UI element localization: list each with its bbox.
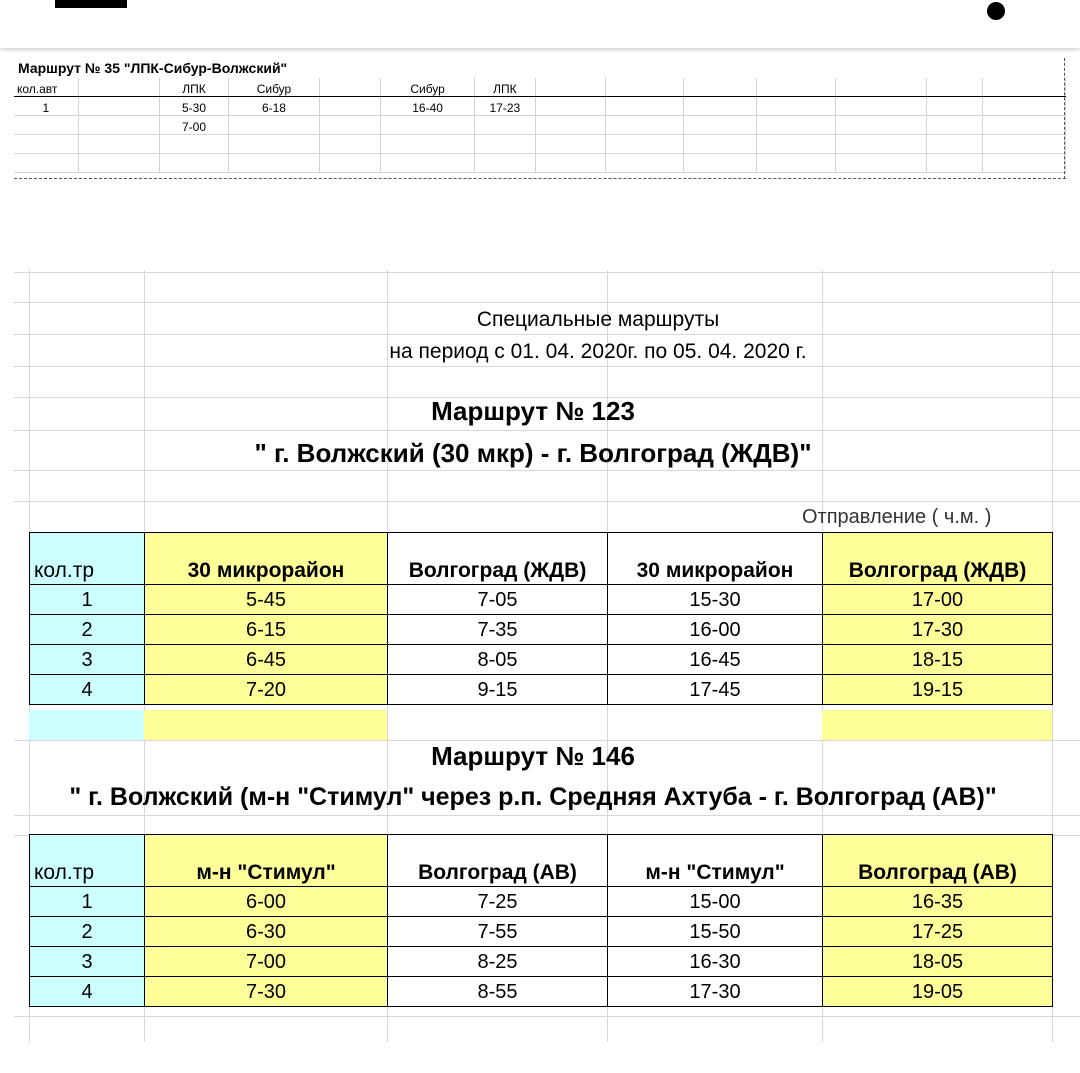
route-35-cell [535, 116, 605, 135]
route-35-cell: 16-40 [381, 97, 475, 116]
route123-cell: 5-45 [145, 585, 388, 615]
route-35-header-cell [319, 78, 380, 97]
route-123-title: Маршрут № 123 [431, 396, 635, 426]
camera-dot [987, 2, 1005, 20]
route-35-cell [683, 154, 756, 173]
route-35-row [14, 97, 1066, 116]
route146-cell: 7-25 [388, 887, 608, 917]
route123-header-cell: 30 микрорайон [608, 533, 823, 585]
route-35-cell [982, 97, 1065, 116]
route-35-cell [78, 154, 159, 173]
departure-note: Отправление ( ч.м. ) [802, 506, 992, 528]
route-35-cell [78, 97, 159, 116]
route-35-cell: 6-18 [229, 97, 320, 116]
route146-cell: 1 [30, 887, 145, 917]
route123-cell: 4 [30, 675, 145, 705]
route-123-table [29, 532, 1053, 705]
route-35-header-cell [683, 78, 756, 97]
route-35-cell [535, 135, 605, 154]
route-35-cell [926, 154, 982, 173]
route146-table-row [30, 947, 1053, 977]
route-35-row [14, 135, 1066, 154]
route146-header-cell: м-н "Стимул" [145, 835, 388, 887]
route-146-table [29, 834, 1053, 1007]
route-35-cell [535, 97, 605, 116]
route-35-cell [683, 97, 756, 116]
route146-cell: 7-00 [145, 947, 388, 977]
route-35-cell: 5-30 [160, 97, 229, 116]
route146-header-cell: кол.тр [30, 835, 145, 887]
route-35-cell [982, 116, 1065, 135]
route-35-cell [926, 135, 982, 154]
route-35-cell [229, 116, 320, 135]
route123-header-row [30, 533, 1053, 585]
route-35-header-cell [78, 78, 159, 97]
route146-header-cell: м-н "Стимул" [608, 835, 823, 887]
route-35-cell [683, 135, 756, 154]
route123-cell: 9-15 [388, 675, 608, 705]
route-35-header-cell [835, 78, 926, 97]
route146-cell: 4 [30, 977, 145, 1007]
route-35-cell [78, 116, 159, 135]
route-35-cell [78, 135, 159, 154]
route123-cell: 8-05 [388, 645, 608, 675]
route-35-title: Маршрут № 35 "ЛПК-Сибур-Волжский" [18, 60, 288, 76]
route146-cell: 15-50 [608, 917, 823, 947]
route-35-cell [683, 116, 756, 135]
route-35-cell [160, 135, 229, 154]
route-35-header-cell [606, 78, 684, 97]
route-35-row [14, 116, 1066, 135]
route-35-cell [606, 135, 684, 154]
route-35-cell [160, 154, 229, 173]
route-35-cell [229, 154, 320, 173]
route-35-cell [474, 135, 535, 154]
route-35-cell [835, 97, 926, 116]
route123-cell: 18-15 [823, 645, 1053, 675]
black-bar-artifact [55, 0, 127, 8]
route-123-filler-yellow [144, 710, 387, 740]
route-35-header-cell [535, 78, 605, 97]
route123-table-row [30, 615, 1053, 645]
route-35-cell [606, 116, 684, 135]
route-35-cell [535, 154, 605, 173]
special-routes-title: Специальные маршруты [476, 308, 720, 331]
route-35-sheet [14, 58, 1066, 179]
route-35-header-cell: кол.авт [14, 78, 78, 97]
route-35-cell [757, 135, 836, 154]
route146-cell: 17-30 [608, 977, 823, 1007]
route146-cell: 8-55 [388, 977, 608, 1007]
route-35-row [14, 154, 1066, 173]
route123-cell: 6-15 [145, 615, 388, 645]
route123-cell: 3 [30, 645, 145, 675]
special-routes-period: на период с 01. 04. 2020г. по 05. 04. 2020 г. [389, 340, 807, 363]
route146-cell: 3 [30, 947, 145, 977]
route-35-header-cell: Сибур [381, 78, 475, 97]
route146-header-row [30, 835, 1053, 887]
route146-cell: 6-30 [145, 917, 388, 947]
route123-cell: 17-45 [608, 675, 823, 705]
route-35-cell [319, 97, 380, 116]
route123-cell: 1 [30, 585, 145, 615]
route123-table-row [30, 585, 1053, 615]
route123-cell: 19-15 [823, 675, 1053, 705]
route123-header-cell: Волгоград (ЖДВ) [388, 533, 608, 585]
route146-table-row [30, 977, 1053, 1007]
route-35-cell: 17-23 [474, 97, 535, 116]
route-146-title: Маршрут № 146 [431, 741, 635, 771]
route-35-cell [606, 154, 684, 173]
route-35-cell [319, 154, 380, 173]
route146-cell: 7-55 [388, 917, 608, 947]
page-break-vertical [1064, 58, 1065, 179]
route-35-cell [926, 97, 982, 116]
route123-header-cell: Волгоград (ЖДВ) [823, 533, 1053, 585]
route123-cell: 7-35 [388, 615, 608, 645]
route-35-table [14, 78, 1066, 173]
route-35-header-cell: ЛПК [474, 78, 535, 97]
route146-table-row [30, 887, 1053, 917]
route123-cell: 2 [30, 615, 145, 645]
route146-cell: 19-05 [823, 977, 1053, 1007]
route146-cell: 17-25 [823, 917, 1053, 947]
route146-header-cell: Волгоград (АВ) [823, 835, 1053, 887]
route123-table-row [30, 675, 1053, 705]
route-146-subtitle: " г. Волжский (м-н "Стимул" через р.п. Средняя Ахтуба - г. Волгоград (АВ)" [69, 783, 997, 811]
route-35-cell [982, 135, 1065, 154]
route-123-subtitle: " г. Волжский (30 мкр) - г. Волгоград (ЖДВ)" [254, 438, 812, 468]
route-35-cell [14, 116, 78, 135]
route-123-filler-cyan [29, 710, 144, 740]
route146-cell: 2 [30, 917, 145, 947]
route-35-cell [835, 135, 926, 154]
route123-cell: 17-30 [823, 615, 1053, 645]
route-35-cell [319, 116, 380, 135]
route-35-cell [835, 116, 926, 135]
route-35-cell [229, 135, 320, 154]
route-35-cell [757, 154, 836, 173]
route-35-header-cell [926, 78, 982, 97]
route123-cell: 16-00 [608, 615, 823, 645]
route146-header-cell: Волгоград (АВ) [388, 835, 608, 887]
route-123-filler-yellow-right [822, 710, 1052, 740]
route146-cell: 18-05 [823, 947, 1053, 977]
route146-table-row [30, 917, 1053, 947]
route-35-cell [381, 154, 475, 173]
route-35-header-row [14, 78, 1066, 97]
route146-cell: 15-00 [608, 887, 823, 917]
route146-cell: 8-25 [388, 947, 608, 977]
route-35-header-cell: Сибур [229, 78, 320, 97]
route123-table-row [30, 645, 1053, 675]
route-35-cell [926, 116, 982, 135]
route-35-cell [14, 154, 78, 173]
route123-cell: 15-30 [608, 585, 823, 615]
route123-header-cell: кол.тр [30, 533, 145, 585]
page-break-horizontal [14, 178, 1066, 179]
route-35-cell: 1 [14, 97, 78, 116]
route-35-cell [14, 135, 78, 154]
route-35-cell [606, 97, 684, 116]
route-35-cell [474, 116, 535, 135]
route123-cell: 16-45 [608, 645, 823, 675]
route146-cell: 16-30 [608, 947, 823, 977]
route123-cell: 7-20 [145, 675, 388, 705]
route-35-cell [982, 154, 1065, 173]
route123-cell: 6-45 [145, 645, 388, 675]
route-35-cell [319, 135, 380, 154]
route-35-header-cell [982, 78, 1065, 97]
route-35-header-cell: ЛПК [160, 78, 229, 97]
route123-cell: 17-00 [823, 585, 1053, 615]
route-35-cell [757, 97, 836, 116]
route146-cell: 7-30 [145, 977, 388, 1007]
route146-cell: 16-35 [823, 887, 1053, 917]
top-bar [0, 0, 1080, 48]
route123-header-cell: 30 микрорайон [145, 533, 388, 585]
route-35-cell [474, 154, 535, 173]
route-35-cell [381, 116, 475, 135]
route-35-cell: 7-00 [160, 116, 229, 135]
route-35-cell [381, 135, 475, 154]
route-35-cell [757, 116, 836, 135]
route-35-header-cell [757, 78, 836, 97]
route123-cell: 7-05 [388, 585, 608, 615]
route146-cell: 6-00 [145, 887, 388, 917]
route-35-cell [835, 154, 926, 173]
